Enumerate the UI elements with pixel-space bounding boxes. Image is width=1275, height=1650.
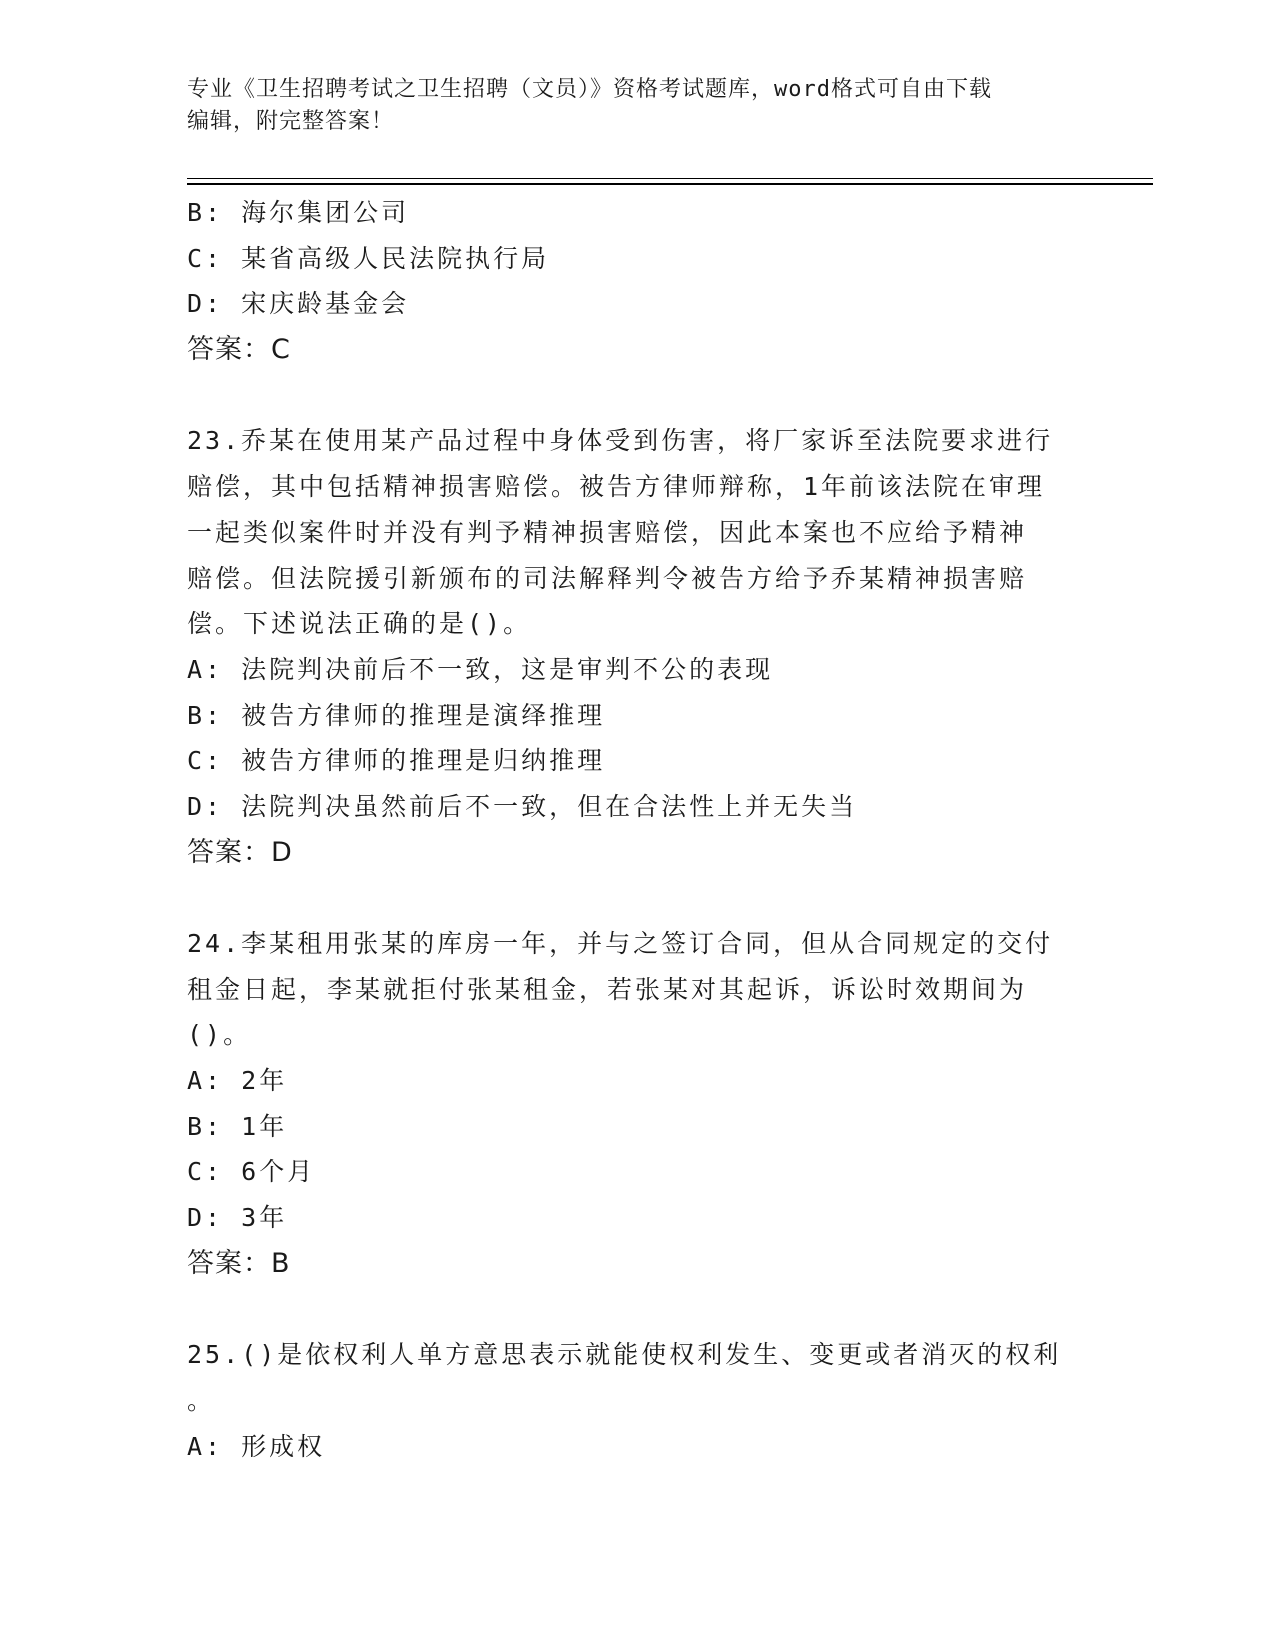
question-stem-line: 偿。下述说法正确的是()。	[187, 609, 532, 639]
option-b: B: 被告方律师的推理是演绎推理	[187, 700, 606, 730]
question-list	[187, 190, 1087, 1469]
question-stem-line: 25.()是依权利人单方意思表示就能使权利发生、变更或者消灭的权利	[187, 1340, 1062, 1370]
question-stem-line: 。	[187, 1385, 216, 1415]
option-a: A: 形成权	[187, 1431, 326, 1461]
question-stem-line: 一起类似案件时并没有判予精神损害赔偿，因此本案也不应给予精神	[187, 517, 1028, 547]
question-24	[187, 921, 1087, 1287]
header-line-1: 专业《卫生招聘考试之卫生招聘（文员）》资格考试题库，word格式可自由下载	[187, 77, 992, 102]
question-stem-line: 23.乔某在使用某产品过程中身体受到伤害，将厂家诉至法院要求进行	[187, 426, 1054, 456]
option-a: A: 2年	[187, 1066, 288, 1096]
document-header	[187, 74, 1087, 138]
question-stem-line: 24.李某租用张某的库房一年，并与之签订合同，但从合同规定的交付	[187, 929, 1054, 958]
spacer	[187, 373, 1087, 419]
option-c: C: 某省高级人民法院执行局	[187, 243, 550, 273]
question-stem-line: ()。	[187, 1020, 252, 1050]
question-stem-line: 赔偿。但法院援引新颁布的司法解释判令被告方给予乔某精神损害赔	[187, 563, 1028, 593]
answer-label: 答案：C	[187, 334, 291, 366]
header-line-2: 编辑，附完整答案！	[187, 109, 395, 134]
spacer	[187, 1287, 1087, 1333]
spacer	[187, 875, 1087, 921]
question-stem-line: 租金日起，李某就拒付张某租金，若张某对其起诉，诉讼时效期间为	[187, 974, 1028, 1004]
option-b: B: 海尔集团公司	[187, 198, 410, 227]
option-d: D: 3年	[187, 1203, 288, 1233]
option-a: A: 法院判决前后不一致，这是审判不公的表现	[187, 654, 774, 684]
answer-label: 答案：D	[187, 836, 293, 868]
question-stem-line: 赔偿，其中包括精神损害赔偿。被告方律师辩称，1年前该法院在审理	[187, 472, 1046, 502]
option-c: C: 被告方律师的推理是归纳推理	[187, 746, 606, 776]
header-divider-thin	[187, 178, 1153, 179]
option-c: C: 6个月	[187, 1157, 316, 1187]
option-d: D: 宋庆龄基金会	[187, 289, 410, 319]
question-23	[187, 418, 1087, 875]
answer-label: 答案：B	[187, 1247, 291, 1279]
option-d: D: 法院判决虽然前后不一致，但在合法性上并无失当	[187, 791, 858, 821]
option-b: B: 1年	[187, 1111, 288, 1141]
question-22-tail	[187, 190, 1087, 373]
header-divider-thick	[187, 183, 1153, 185]
question-25	[187, 1332, 1087, 1469]
